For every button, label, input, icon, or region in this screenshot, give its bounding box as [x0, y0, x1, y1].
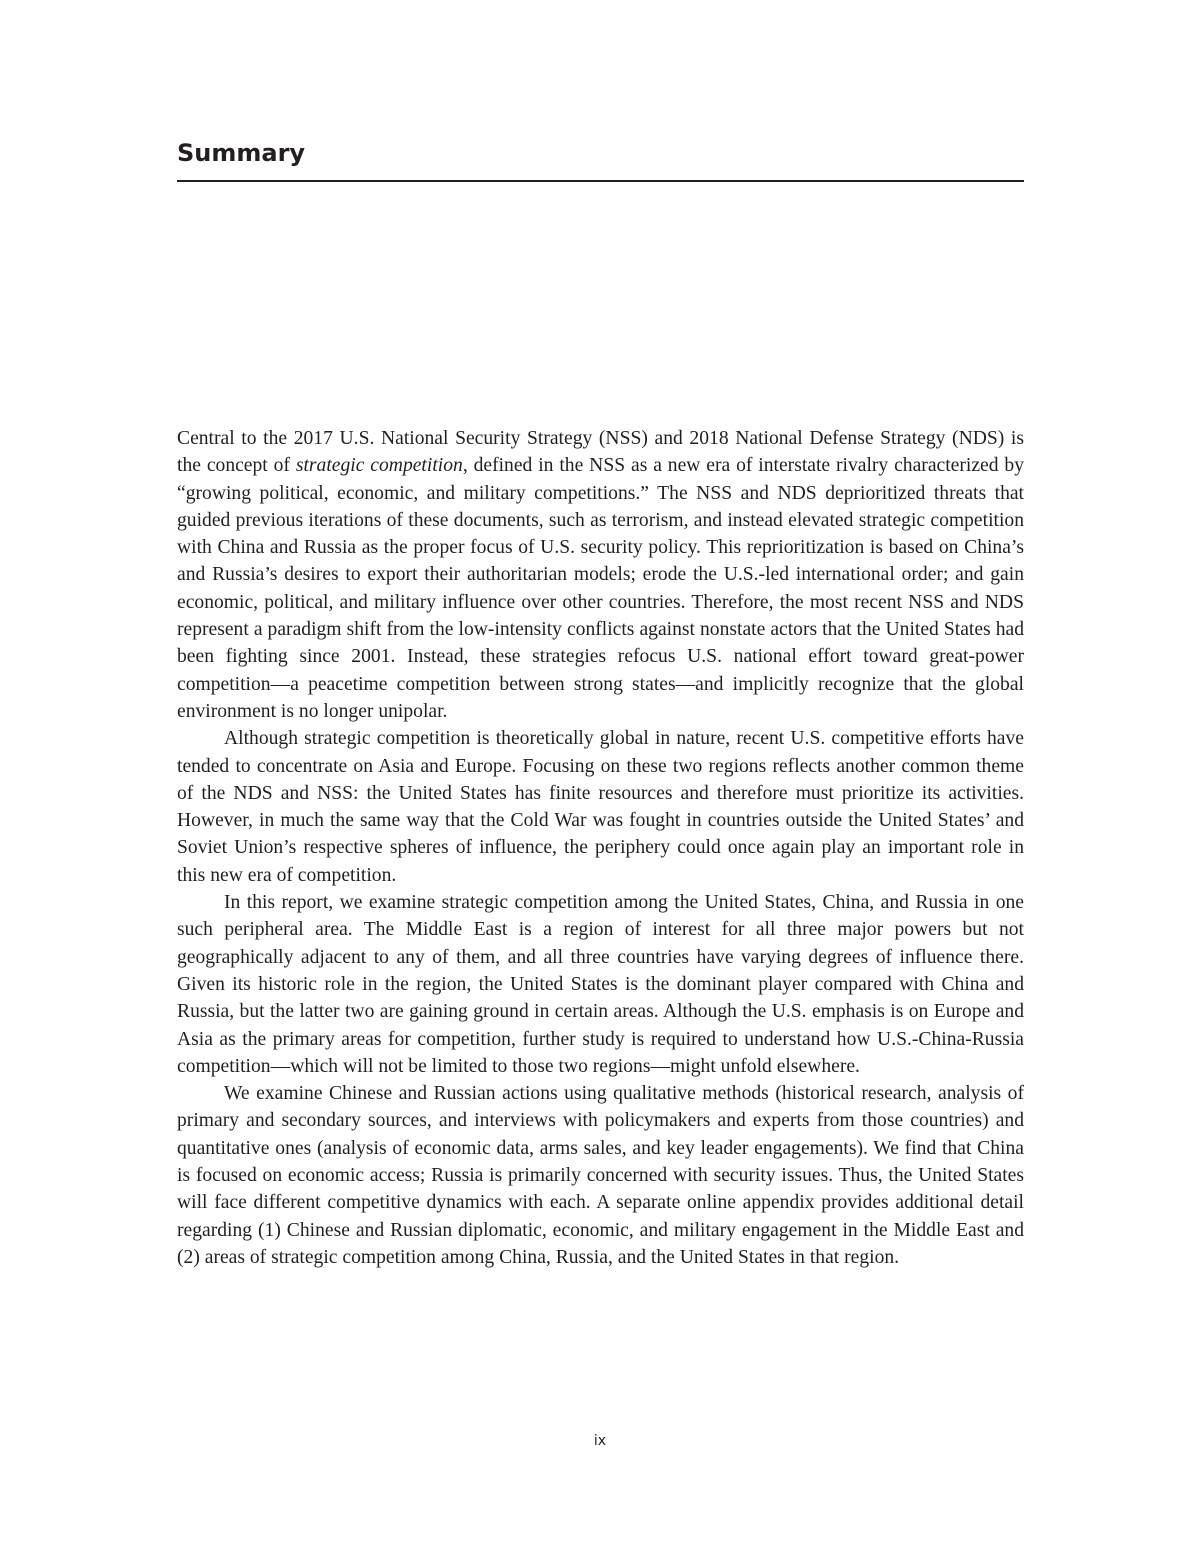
paragraph-1-after: , defined in the NSS as a new era of interstate rivalry characterized by “growing political, economic, and military competitions.” The NSS and NDS deprioritized threats that guided previous iterations of these documents, such as terrorism, and instead elevated strategic competition with China and Russia as the proper focus of U.S. security policy. This reprioritization is based on China’s and Russia’s desires to export their authoritarian models; erode the U.S.-led international order; and gain economic, political, and military influence over other countries. Therefore, the most recent NSS and NDS represent a paradigm shift from the low-intensity conflicts against nonstate actors that the United States had been fighting since 2001. Instead, these strategies refocus U.S. national effort toward great-power competition—a peacetime competition between strong states—and implicitly recognize that the global environment is no longer unipolar. — [177, 455, 1024, 722]
paragraph-1-emphasis: strategic competition — [295, 455, 463, 477]
paragraph-3: In this report, we examine strategic competition among the United States, China, and Russia in one such peripheral area. The Middle East is a region of interest for all three major powers but not geographically adjacent to any of them, and all three countries have varying degrees of influence there. Given its historic role in the region, the United States is the dominant player compared with China and Russia, but the latter two are gaining ground in certain areas. Although the U.S. emphasis is on Europe and Asia as the primary areas for competition, further study is required to understand how U.S.-China-Russia competition—which will not be limited to those two regions—might unfold elsewhere. — [177, 892, 1024, 1077]
paragraph-2: Although strategic competition is theoretically global in nature, recent U.S. competitive efforts have tended to concentrate on Asia and Europe. Focusing on these two regions reflects another common theme of the NDS and NSS: the United States has finite resources and therefore must prioritize its activities. However, in much the same way that the Cold War was fought in countries outside the United States’ and Soviet Union’s respective spheres of influence, the periphery could once again play an important role in this new era of competition. — [177, 728, 1024, 886]
paragraph-1 — [177, 425, 1024, 725]
paragraph-1-before: Central to the 2017 U.S. National Security Strategy (NSS) and 2018 National Defense Strategy (NDS) is the concept of — [177, 428, 1024, 477]
section-heading — [177, 136, 1024, 182]
summary-body — [177, 425, 1024, 1271]
section-heading-text: Summary — [177, 139, 306, 167]
paragraph-4: We examine Chinese and Russian actions using qualitative methods (historical research, analysis of primary and secondary sources, and interviews with policymakers and experts from those countries) and quantitative ones (analysis of economic data, arms sales, and key leader engagements). We find that China is focused on economic access; Russia is primarily concerned with security issues. Thus, the United States will face different competitive dynamics with each. A separate online appendix provides additional detail regarding (1) Chinese and Russian diplomatic, economic, and military engagement in the Middle East and (2) areas of strategic competition among China, Russia, and the United States in that region. — [177, 1083, 1024, 1268]
page-number: ix — [593, 1433, 607, 1449]
